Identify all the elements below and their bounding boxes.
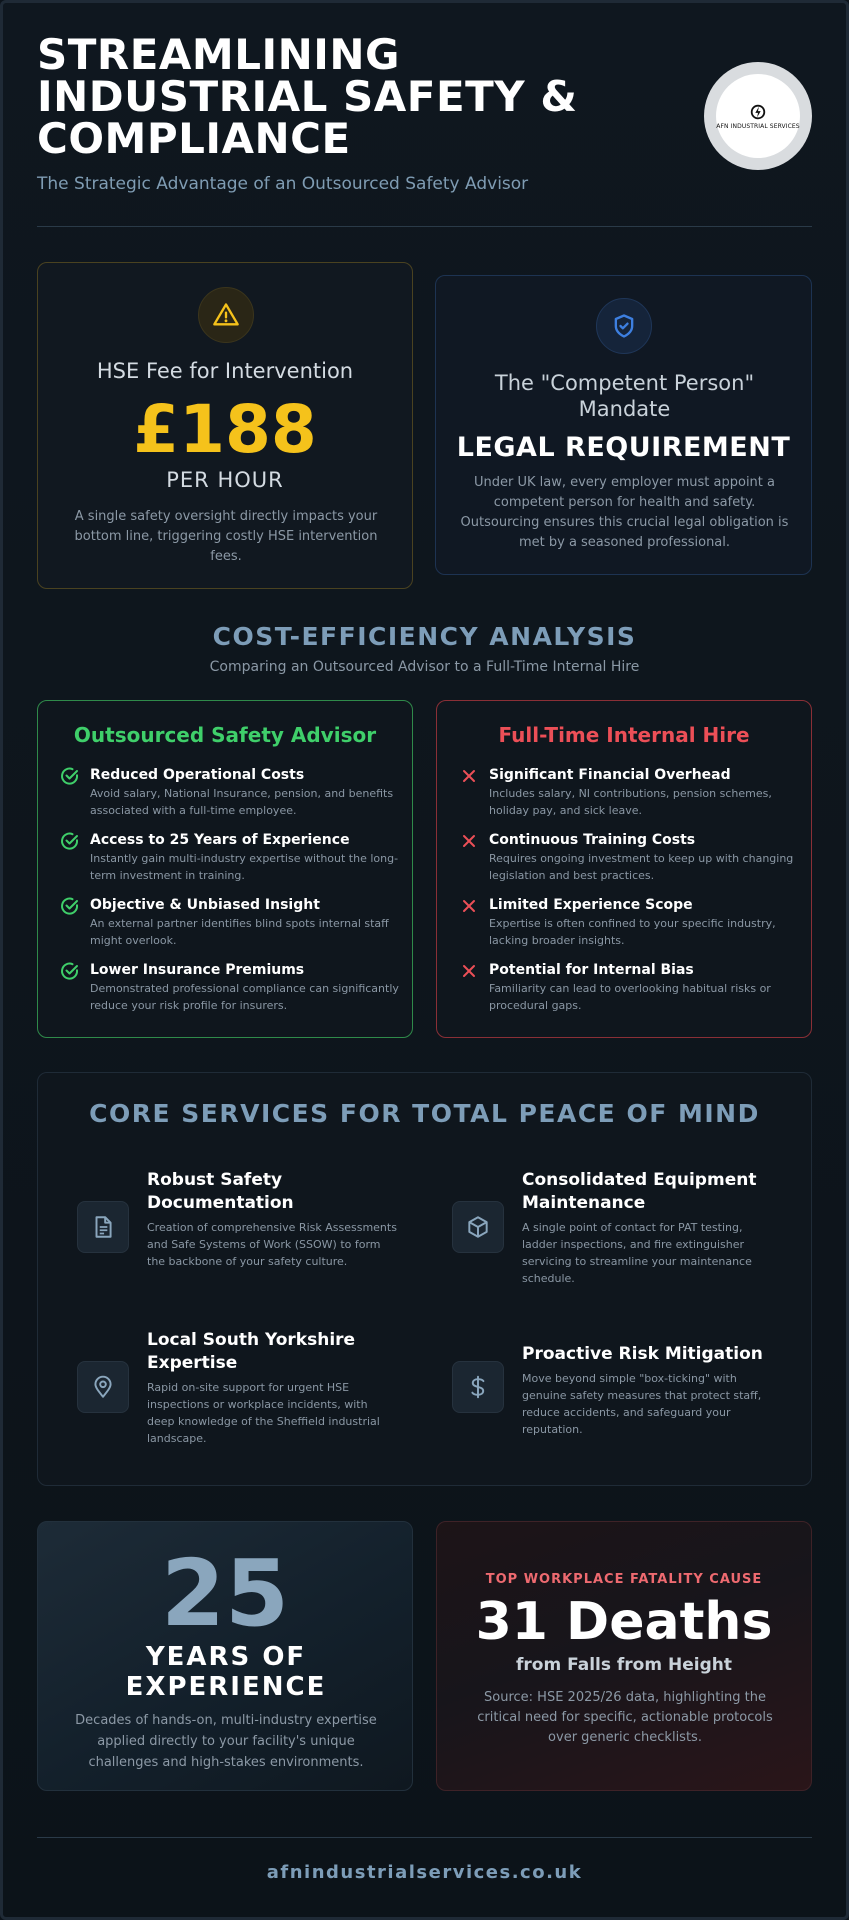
check-circle-icon	[60, 831, 80, 851]
service-icon-tile	[77, 1201, 129, 1253]
footer-divider	[37, 1837, 812, 1838]
service-icon-tile	[452, 1201, 504, 1253]
list-item	[459, 896, 799, 961]
list-item	[459, 961, 799, 1026]
service-description: A single point of contact for PAT testing, ladder inspections, and fire extinguisher servicing to streamline your maintenance schedule.	[522, 1221, 752, 1285]
header	[37, 30, 657, 194]
experience-number: 25	[160, 1540, 290, 1647]
logo-text: AFN INDUSTRIAL SERVICES	[716, 122, 800, 130]
competent-icon-badge	[596, 298, 652, 354]
services-title: CORE SERVICES FOR TOTAL PEACE OF MIND	[89, 1099, 760, 1128]
competent-person-card	[435, 275, 812, 575]
hse-fee-description: A single safety oversight directly impacts your bottom line, triggering costly HSE intervention fees.	[74, 509, 378, 564]
item-description: Requires ongoing investment to keep up with changing legislation and best practices.	[489, 852, 794, 882]
x-mark-icon	[459, 896, 479, 916]
service-icon-tile	[452, 1361, 504, 1413]
list-item	[60, 766, 400, 831]
list-item	[60, 831, 400, 896]
list-item	[60, 961, 400, 1026]
item-title: Lower Insurance Premiums	[90, 962, 305, 978]
header-divider	[37, 226, 812, 227]
experience-card	[37, 1521, 413, 1791]
hse-fee-label: HSE Fee for Intervention	[96, 359, 354, 383]
competent-person-value: LEGAL REQUIREMENT	[456, 432, 791, 463]
item-description: Familiarity can lead to overlooking habitual risks or procedural gaps.	[489, 982, 771, 1012]
hse-fee-card	[37, 262, 413, 589]
title-line-1: STREAMLINING	[37, 30, 401, 79]
service-title: Proactive Risk Mitigation	[522, 1344, 763, 1364]
item-title: Objective & Unbiased Insight	[90, 897, 320, 913]
hse-fee-unit: PER HOUR	[166, 468, 284, 492]
logo-badge	[716, 74, 800, 158]
dollar-icon	[465, 1374, 491, 1400]
item-description: Expertise is often confined to your specific industry, lacking broader insights.	[489, 917, 776, 947]
hse-icon-badge	[198, 287, 254, 343]
service-icon-tile	[77, 1361, 129, 1413]
item-title: Limited Experience Scope	[489, 897, 693, 913]
item-description: Instantly gain multi-industry expertise without the long-term investment in training.	[90, 852, 399, 882]
fatality-description: Source: HSE 2025/26 data, highlighting the critical need for specific, actionable protocols over generic checklists.	[477, 1690, 773, 1745]
item-description: Avoid salary, National Insurance, pension, and benefits associated with a full-time employee.	[90, 787, 394, 817]
experience-label: YEARS OF EXPERIENCE	[125, 1642, 327, 1702]
title-line-2: INDUSTRIAL SAFETY &	[37, 72, 578, 121]
check-circle-icon	[60, 766, 80, 786]
list-item	[459, 831, 799, 896]
experience-description: Decades of hands-on, multi-industry expertise applied directly to your facility's unique challenges and high-stakes environments.	[75, 1713, 377, 1770]
x-mark-icon	[459, 831, 479, 851]
service-description: Rapid on-site support for urgent HSE inspections or workplace incidents, with deep knowledge of the Sheffield industrial landscape.	[147, 1381, 380, 1445]
item-title: Continuous Training Costs	[489, 832, 696, 848]
check-circle-icon	[60, 961, 80, 981]
page-subtitle: The Strategic Advantage of an Outsourced Safety Advisor	[37, 174, 529, 194]
page-title	[37, 30, 657, 163]
shield-check-icon	[610, 312, 638, 340]
fatality-subtitle: from Falls from Height	[516, 1655, 732, 1675]
fatality-kicker: TOP WORKPLACE FATALITY CAUSE	[485, 1572, 763, 1587]
service-description: Creation of comprehensive Risk Assessments and Safe Systems of Work (SSOW) to form the backbone of your safety culture.	[147, 1221, 397, 1268]
outsourced-heading: Outsourced Safety Advisor	[73, 723, 377, 747]
internal-heading: Full-Time Internal Hire	[498, 723, 750, 747]
service-title: Local South Yorkshire Expertise	[147, 1330, 356, 1373]
footer-website-link[interactable]: afnindustrialservices.co.uk	[266, 1862, 583, 1883]
list-item	[60, 896, 400, 961]
outsourced-benefits-list	[60, 766, 400, 1026]
warning-triangle-icon	[212, 301, 240, 329]
outsourced-advisor-panel	[37, 700, 413, 1038]
service-title: Robust Safety Documentation	[147, 1170, 294, 1213]
title-line-3: COMPLIANCE	[37, 114, 351, 163]
hse-fee-value: £188	[133, 391, 317, 468]
internal-hire-panel	[436, 700, 812, 1038]
core-services-panel	[37, 1072, 812, 1486]
item-title: Reduced Operational Costs	[90, 767, 305, 783]
fatality-card	[436, 1521, 812, 1791]
x-mark-icon	[459, 961, 479, 981]
item-title: Potential for Internal Bias	[489, 962, 694, 978]
item-description: An external partner identifies blind spots internal staff might overlook.	[90, 917, 389, 947]
item-description: Demonstrated professional compliance can significantly reduce your risk profile for insurers.	[90, 982, 399, 1012]
document-icon	[90, 1214, 116, 1240]
service-title: Consolidated Equipment Maintenance	[522, 1170, 757, 1213]
service-description: Move beyond simple "box-ticking" with genuine safety measures that protect staff, reduce accidents, and safeguard your reputation.	[522, 1372, 762, 1436]
item-title: Significant Financial Overhead	[489, 767, 731, 783]
internal-drawbacks-list	[459, 766, 799, 1026]
fatality-number: 31 Deaths	[475, 1592, 773, 1652]
map-pin-icon	[90, 1374, 116, 1400]
item-title: Access to 25 Years of Experience	[90, 832, 350, 848]
competent-person-label: The "Competent Person" Mandate	[494, 371, 755, 421]
cube-icon	[465, 1214, 491, 1240]
x-mark-icon	[459, 766, 479, 786]
plug-icon	[749, 103, 767, 121]
competent-person-description: Under UK law, every employer must appoint a competent person for health and safety. Outsourcing ensures this crucial legal obligation is met by a seasoned professional.	[460, 475, 789, 550]
check-circle-icon	[60, 896, 80, 916]
item-description: Includes salary, NI contributions, pension schemes, holiday pay, and sick leave.	[489, 787, 772, 817]
list-item	[459, 766, 799, 831]
company-logo	[704, 62, 812, 170]
cost-section-title: COST-EFFICIENCY ANALYSIS	[212, 622, 637, 651]
cost-section-subtitle: Comparing an Outsourced Advisor to a Full-Time Internal Hire	[209, 659, 640, 675]
